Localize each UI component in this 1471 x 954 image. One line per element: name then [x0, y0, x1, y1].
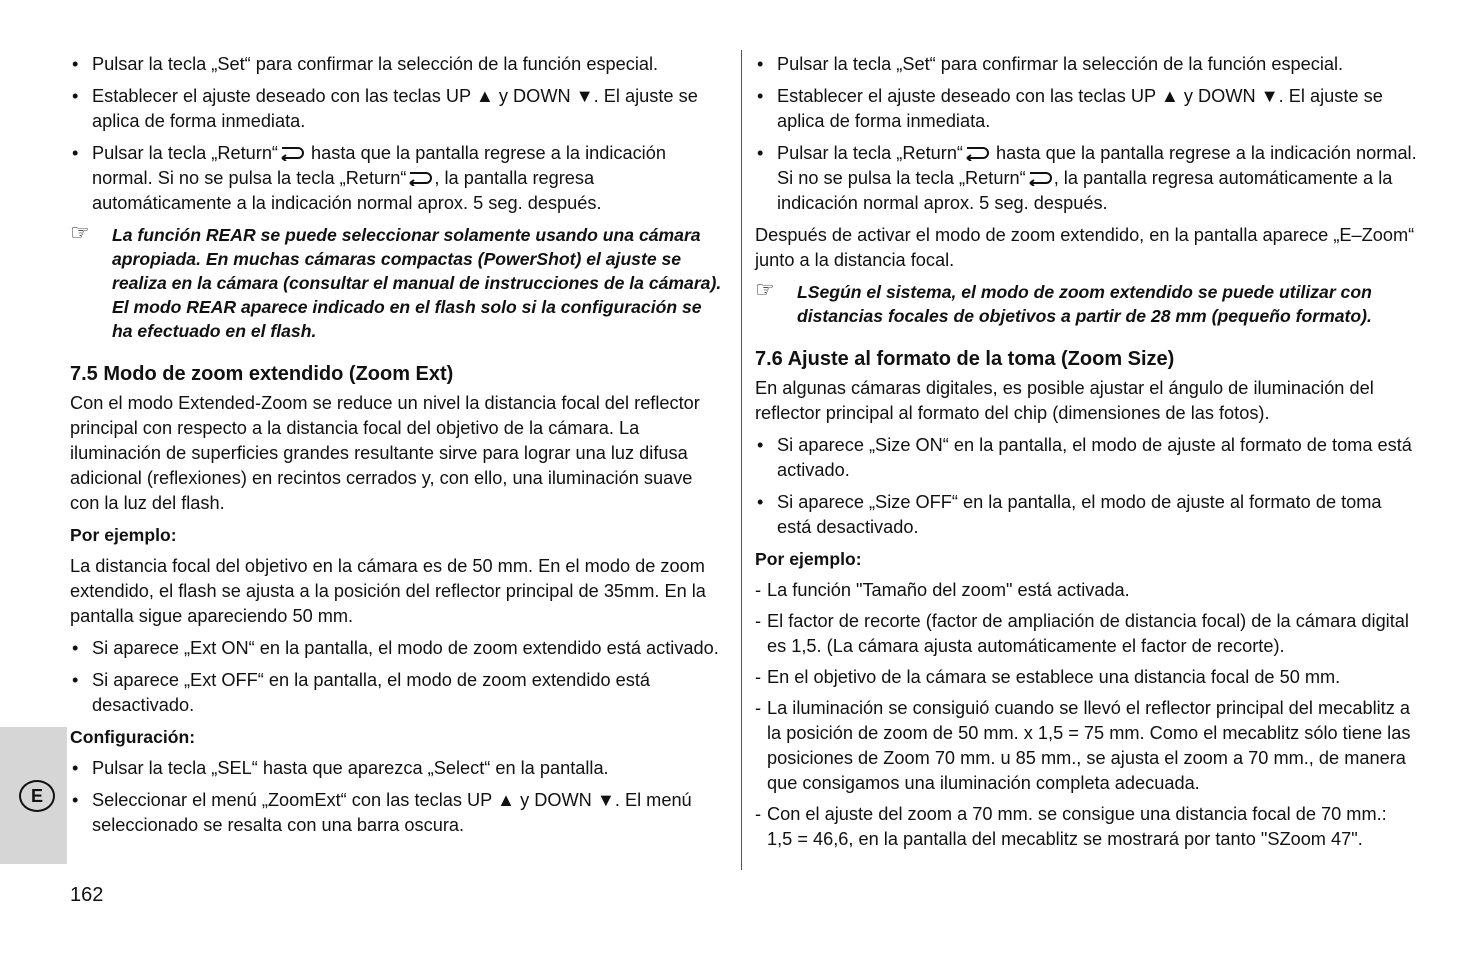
- page-number: 162: [70, 884, 104, 906]
- language-tab-label: E: [19, 780, 55, 812]
- list-item: - Con el ajuste del zoom a 70 mm. se consigue una distancia focal de 70 mm.: 1,5 = 46,6, en la pantalla del mecablitz se mostrará por tanto "SZoom 47".: [755, 804, 1387, 849]
- bullet-item: • Si aparece „Ext ON“ en la pantalla, el modo de zoom extendido está activado.: [72, 638, 719, 658]
- bullet-item: • Pulsar la tecla „Set“ para confirmar la selección de la función especial.: [757, 54, 1344, 74]
- bullet-item: • Establecer el ajuste deseado con las teclas UP ▲ y DOWN ▼. El ajuste se aplica de forma inmediata.: [757, 86, 1383, 131]
- after-paragraph: Después de activar el modo de zoom extendido, en la pantalla aparece „E–Zoom“ junto a la distancia focal.: [755, 225, 1415, 270]
- column-divider: [741, 50, 742, 870]
- note-box: ☞ La función REAR se puede seleccionar solamente usando una cámara apropiada. En muchas cámaras compactas (PowerShot) el ajuste se realiza en la cámara (consultar el manual de instrucciones de la cámara). El modo REAR aparece indicado en el flash solo si la configuración se ha efectuado en el flash.: [70, 220, 722, 341]
- list-item: - En el objetivo de la cámara se establece una distancia focal de 50 mm.: [755, 667, 1341, 687]
- return-icon: [1026, 170, 1054, 186]
- return-icon: [963, 145, 991, 161]
- bullet-item: • Si aparece „Size OFF“ en la pantalla, el modo de ajuste al formato de toma está desactivado.: [757, 492, 1382, 537]
- intro-paragraph: Con el modo Extended-Zoom se reduce un nivel la distancia focal del reflector principal con respecto a la distancia focal del objetivo de la cámara. La iluminación de superficies grandes resultante sirve para lograr una luz difusa adicional (reflexiones) en recintos cerrados y, con ello, una iluminación suave con la luz del flash.: [70, 393, 700, 513]
- bullet-item: • Si aparece „Size ON“ en la pantalla, el modo de ajuste al formato de toma está activado.: [757, 435, 1412, 480]
- list-item: - La iluminación se consiguió cuando se llevó el reflector principal del mecablitz a la posición de zoom de 50 mm. x 1,5 = 75 mm. Como el mecablitz sólo tiene las posiciones de Zoom 70 mm. u 85 mm., se ajusta el zoom a 70 mm., de manera que consigamos una iluminación completa adecuada.: [755, 698, 1411, 793]
- list-item: - La función "Tamaño del zoom" está activada.: [755, 580, 1130, 600]
- intro-paragraph: En algunas cámaras digitales, es posible ajustar el ángulo de iluminación del reflector principal al formato del chip (dimensiones de las fotos).: [755, 378, 1374, 423]
- return-icon: [406, 170, 434, 186]
- bullet-item-return: • Pulsar la tecla „Return“ hasta que la pantalla regrese a la indicación normal. Si no se pulsa la tecla „Return“ , la pantalla regresa automáticamente a la indicación normal aprox. 5 seg. después.: [757, 143, 1417, 213]
- return-icon: [278, 145, 306, 161]
- section-heading: 7.6 Ajuste al formato de la toma (Zoom Size): [755, 348, 1175, 370]
- bullet-item-return: • Pulsar la tecla „Return“ hasta que la pantalla regrese a la indicación normal. Si no se pulsa la tecla „Return“ , la pantalla regresa automáticamente a la indicación normal aprox. 5 seg. después.: [72, 143, 666, 213]
- section-heading: 7.5 Modo de zoom extendido (Zoom Ext): [70, 363, 454, 385]
- note-box: ☞ LSegún el sistema, el modo de zoom extendido se puede utilizar con distancias focales de objetivos a partir de 28 mm (pequeño formato).: [755, 277, 1372, 326]
- bullet-item: • Si aparece „Ext OFF“ en la pantalla, el modo de zoom extendido está desactivado.: [72, 670, 651, 715]
- right-column: [755, 52, 1417, 858]
- example-title: Por ejemplo:: [755, 549, 862, 569]
- left-column: [70, 52, 726, 845]
- bullet-item: • Pulsar la tecla „Set“ para confirmar la selección de la función especial.: [72, 54, 659, 74]
- bullet-item: • Establecer el ajuste deseado con las teclas UP ▲ y DOWN ▼. El ajuste se aplica de forma inmediata.: [72, 86, 698, 131]
- pointing-hand-icon: ☞: [70, 220, 90, 245]
- pointing-hand-icon: ☞: [755, 277, 775, 302]
- example-paragraph: La distancia focal del objetivo en la cámara es de 50 mm. En el modo de zoom extendido, el flash se ajusta a la posición del reflector principal de 35mm. En la pantalla sigue apareciendo 50 mm.: [70, 556, 706, 626]
- config-title: Configuración:: [70, 727, 196, 747]
- bullet-item: • Pulsar la tecla „SEL“ hasta que aparezca „Select“ en la pantalla.: [72, 758, 609, 778]
- list-item: - El factor de recorte (factor de ampliación de distancia focal) de la cámara digital es 1,5. (La cámara ajusta automáticamente el factor de recorte).: [755, 611, 1409, 656]
- bullet-item: • Seleccionar el menú „ZoomExt“ con las teclas UP ▲ y DOWN ▼. El menú seleccionado se resalta con una barra oscura.: [72, 790, 692, 835]
- example-title: Por ejemplo:: [70, 525, 177, 545]
